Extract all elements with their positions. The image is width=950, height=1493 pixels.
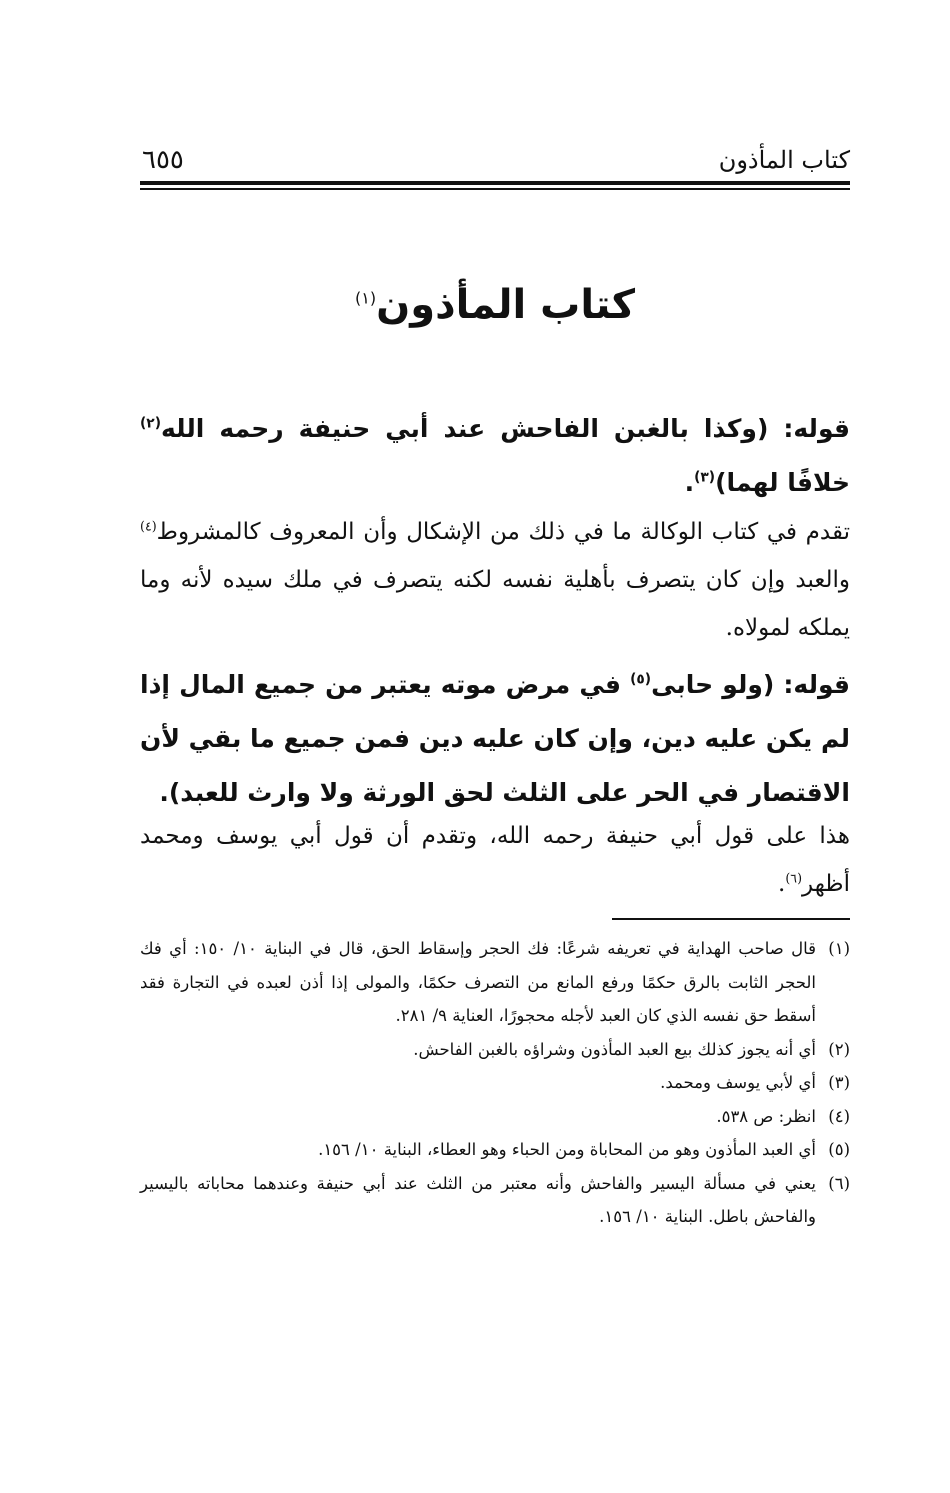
- footnote-number: (٥): [828, 1140, 850, 1159]
- chapter-title-text: كتاب المأذون: [376, 282, 635, 328]
- footnotes: [140, 932, 850, 1234]
- footnote-ref: (٤): [140, 518, 157, 534]
- paragraph-text: خلافًا لهما): [715, 468, 850, 497]
- paragraph-text: هذا على قول أبي حنيفة رحمه الله، وتقدم أن قول أبي يوسف ومحمد أظهر: [140, 823, 850, 897]
- footnote-item: [140, 1167, 850, 1234]
- footnote-number: (٣): [828, 1073, 850, 1092]
- paragraph-text: قوله: (ولو حابى: [651, 670, 850, 699]
- footnote-ref: (٦): [785, 870, 802, 886]
- footnote-ref: (٣): [694, 469, 716, 486]
- footnote-number: (١): [828, 939, 850, 958]
- paragraph-text: والعبد وإن كان يتصرف بأهلية نفسه لكنه يتصرف في ملك سيده لأنه وما يملكه لمولاه.: [140, 567, 850, 641]
- footnote-item: [140, 1033, 850, 1067]
- footnote-item: [140, 1100, 850, 1134]
- chapter-title: [140, 275, 850, 335]
- footnote-item: [140, 1066, 850, 1100]
- quote-paragraph-2: [140, 658, 850, 820]
- footnote-text: أي أنه يجوز كذلك بيع العبد المأذون وشراؤه بالغبن الفاحش.: [413, 1039, 816, 1059]
- footnote-text: انظر: ص ٥٣٨.: [716, 1106, 816, 1126]
- paragraph-text: قوله: (وكذا بالغبن الفاحش عند أبي حنيفة رحمه الله: [161, 414, 850, 443]
- footnote-text: أي لأبي يوسف ومحمد.: [660, 1073, 816, 1092]
- footnote-number: (٢): [828, 1039, 850, 1059]
- footnote-item: [140, 932, 850, 1033]
- header-rule-thick: [140, 181, 850, 185]
- running-header-chapter: كتاب المأذون: [718, 146, 850, 174]
- footnote-text: أي العبد المأذون وهو من المحاباة ومن الحباء وهو العطاء، البناية ١٠/ ١٥٦.: [318, 1140, 816, 1159]
- commentary-paragraph-1: [140, 508, 850, 652]
- commentary-paragraph-2: [140, 812, 850, 908]
- footnote-item: [140, 1133, 850, 1167]
- page-number: ٦٥٥: [142, 145, 184, 175]
- running-header: [140, 140, 850, 180]
- footnote-ref: (٥): [630, 671, 652, 688]
- footnote-text: يعني في مسألة اليسير والفاحش وأنه معتبر من الثلث عند أبي حنيفة وعندهما محاباته باليسير والفاحش باطل. البناية ١٠/ ١٥٦.: [140, 1173, 816, 1226]
- paragraph-text: .: [684, 468, 695, 497]
- footnote-ref: (١): [355, 288, 377, 308]
- paragraph-text: في مرض موته يعتبر من جميع المال إذا لم يكن عليه دين، وإن كان عليه دين فمن جميع ما بقي لأن الاقتصار في الحر على الثلث لحق الورثة ولا وارث للعبد).: [140, 670, 850, 807]
- footnote-ref: (٢): [140, 415, 161, 432]
- footnote-number: (٦): [828, 1173, 850, 1193]
- footnote-number: (٤): [828, 1106, 850, 1126]
- paragraph-text: تقدم في كتاب الوكالة ما في ذلك من الإشكال وأن المعروف كالمشروط: [156, 519, 850, 545]
- paragraph-text: .: [778, 871, 786, 897]
- footnote-separator: [612, 918, 850, 920]
- quote-paragraph-1: [140, 402, 850, 510]
- header-rule-thin: [140, 188, 850, 190]
- footnote-text: قال صاحب الهداية في تعريفه شرعًا: فك الحجر وإسقاط الحق، قال في البناية ١٠/ ١٥٠: أي فك الحجر الثابت بالرق حكمًا ورفع المانع من التصرف حكمًا، والمولى إذا أذن لعبده في التجارة فقد أسقط حق نفسه الذي كان العبد لأجله محجورًا، العناية ٩/ ٢٨١.: [140, 939, 816, 1025]
